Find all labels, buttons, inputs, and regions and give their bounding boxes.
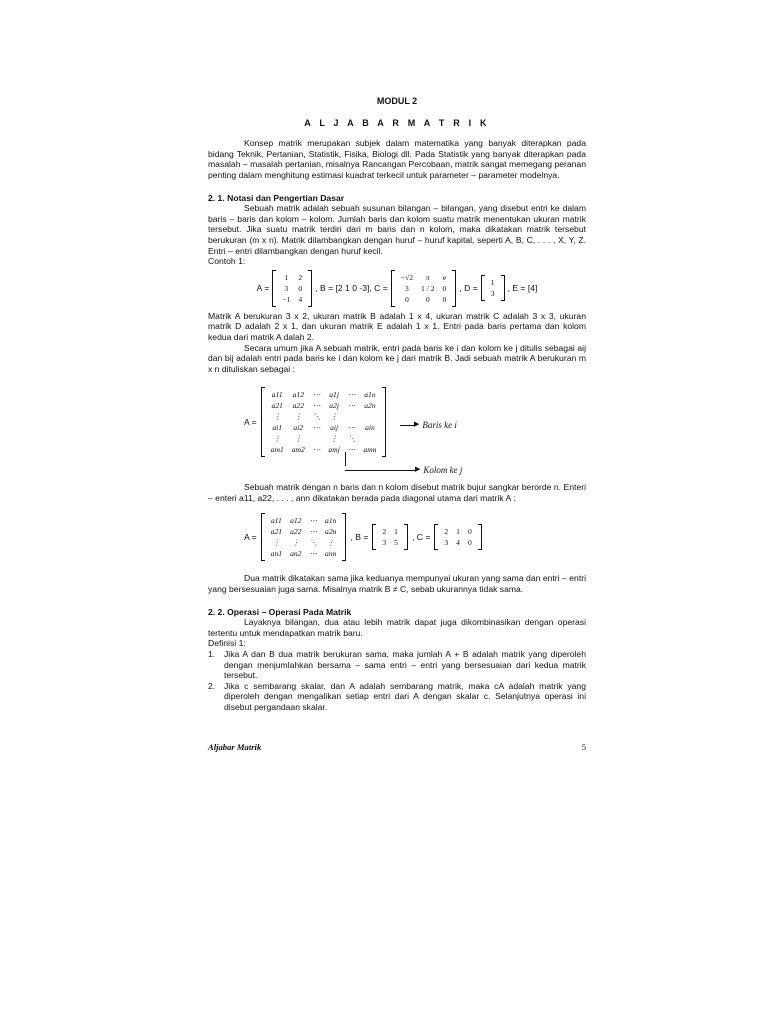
matrix-entry: a22 — [290, 527, 302, 537]
matrix-entry: 0 — [467, 538, 472, 548]
matrix-entry: ⋯ — [347, 423, 356, 433]
matrix-entry: aij — [330, 423, 339, 433]
matrix-C2 — [434, 524, 481, 550]
matrix-entry: ⋯ — [312, 390, 321, 400]
matrix-entry: −1 — [282, 294, 291, 304]
matrix-entry: a22 — [292, 401, 304, 411]
matrix-entry: am2 — [291, 445, 305, 455]
matrix-entry: a21 — [270, 527, 283, 537]
matrix-entry: ⋮ — [291, 538, 300, 548]
matrix-entry: 2 — [444, 527, 449, 537]
matrix-label: , D = — [459, 282, 478, 293]
arrow-head-icon: ▶ — [414, 421, 420, 429]
matrix-entry: ⋮ — [294, 412, 303, 422]
row-note: Baris ke i — [422, 420, 457, 431]
matrix-entry: ⋯ — [309, 516, 318, 526]
matrix-entry: ⋮ — [273, 434, 281, 444]
matrix-entry: an1 — [270, 549, 283, 559]
matrix-entry: am1 — [270, 445, 284, 455]
paragraph: Secara umum jika A sebuah matrik, entri pada baris ke i dan kolom ke j ditulis sebagai aij dan bij adalah entri pada baris ke i dan kolom ke j dari matrik B. Jadi sebuah matrik A berukuran m x n dituliskan sebagai : — [208, 342, 586, 374]
matrix-label: A = — [256, 282, 270, 293]
column-annotation — [345, 465, 462, 476]
matrix-entry: 0 — [442, 294, 447, 304]
page-title: A L J A B A R M A T R I K — [304, 117, 490, 128]
matrix-entry: a21 — [271, 401, 283, 411]
paragraph: Matrik A berukuran 3 x 2, ukuran matrik B adalah 1 x 4, ukuran matrik C adalah 3 x 3, ukuran matrik D adalah 2 x 1, dan ukuran matrik E adalah 1 x 1. Entri pada baris pertama dan kolom kedua dari matrik A dalah 2. — [208, 310, 586, 342]
matrix-entry: a2n — [325, 527, 337, 537]
matrix-entry: ⋯ — [312, 401, 321, 411]
matrix-entry: 3 — [382, 538, 387, 548]
matrix-entry: amj — [328, 445, 340, 455]
matrix-entry: a12 — [290, 516, 302, 526]
matrix-label: A = — [244, 532, 257, 543]
paragraph: Sebuah matrik adalah sebuah susunan bilangan – bilangan, yang disebut entri ke dalam baris – baris dan kolom – kolom. Jumlah baris dan kolom suatu matrik menentukan ukuran matrik tersebut. Jika suatu matrik terdiri dari m baris dan n kolom, maka dikatakan matrik tersebut berukuran (m x n). Matrik dilambangkan dengan huruf – huruf kapital, seperti A, B, C, . . . , X, Y, Z. Entri – entri dilambangkan dengan huruf kecil. — [208, 203, 586, 256]
matrix-entry: ⋯ — [347, 401, 356, 411]
matrix-entry: 2 — [382, 527, 387, 537]
matrix-entry: a1j — [329, 390, 339, 400]
matrix-entry: ⋯ — [312, 445, 321, 455]
matrix-entry: ⋮ — [326, 538, 335, 548]
matrix-label: , C = — [411, 532, 431, 543]
matrix-entry: e — [442, 272, 447, 282]
matrix-entry: ⋮ — [272, 538, 281, 548]
matrix-entry — [344, 411, 360, 422]
matrix-B-text: , B = [2 1 0 -3], C = — [315, 282, 388, 293]
matrix-entry: a11 — [270, 516, 282, 526]
matrix-entry: 1 — [456, 527, 460, 537]
arrow-head-icon: ▶ — [415, 466, 421, 474]
matrix-entry: ⋮ — [330, 412, 338, 422]
matrix-entry: 3 — [284, 283, 289, 293]
intro-paragraph: Konsep matrik merupakan subjek dalam matematika yang banyak diterapkan pada bidang Teknik, Pertanian, Statistik, Fisika, Biologi dll. Pada Statistik yang banyak diterapkan pada masalah – masalah pertanian, misalnya Rancangan Percobaan, matrik sangat memegang peranan penting dalam menghitung estimasi kuadrat terkecil untuk parameter – parameter modelnya. — [208, 138, 586, 180]
square-matrix-A — [261, 513, 347, 561]
matrix-entry — [359, 411, 380, 422]
arrow-line — [345, 452, 346, 466]
matrix-D — [481, 275, 505, 301]
matrix-entry: 4 — [456, 538, 460, 548]
module-label: MODUL 2 — [376, 96, 418, 106]
square-matrix-B — [372, 524, 408, 550]
matrix-entry: an2 — [290, 549, 302, 559]
matrix-A — [272, 270, 312, 307]
matrix-entry: ⋮ — [330, 434, 338, 444]
matrix-entry: 1 / 2 — [421, 283, 435, 293]
matrix-label: , B = — [350, 532, 369, 543]
matrix-entry: ai2 — [293, 423, 304, 433]
matrix-entry: ⋯ — [347, 445, 356, 455]
matrix-entry: ann — [325, 549, 337, 559]
matrix-entry: ⋮ — [273, 412, 281, 422]
list-item: 2. Jika c sembarang skalar, dan A adalah sembarang matrik, maka cA adalah matrik yang diperoleh dengan mengalikan setiap entri dari A dengan skalar c. Selanjutnya operasi ini disebut pergandaan skalar. — [208, 680, 586, 712]
matrix-entry: −√2 — [400, 272, 414, 282]
matrix-entry: ⋱ — [312, 412, 321, 422]
column-note: Kolom ke j — [423, 465, 463, 476]
example-matrices — [208, 270, 586, 307]
matrix-entry: π — [425, 272, 430, 282]
matrix-entry: 0 — [405, 294, 409, 304]
matrix-entry: 5 — [394, 538, 398, 548]
matrix-entry: ain — [365, 423, 375, 433]
matrix-entry: 0 — [425, 294, 430, 304]
matrix-entry: ⋯ — [312, 423, 321, 433]
matrix-entry: ⋯ — [347, 390, 356, 400]
matrix-entry: ⋮ — [294, 434, 303, 444]
matrix-entry: 3 — [490, 289, 495, 299]
matrix-entry: a2j — [329, 401, 339, 411]
matrix-entry: 4 — [298, 294, 303, 304]
matrix-entry: 0 — [467, 527, 472, 537]
matrix-C — [391, 270, 457, 307]
matrix-entry: 2 — [298, 272, 303, 282]
matrix-entry — [309, 433, 325, 444]
matrix-entry: ai1 — [272, 423, 283, 433]
footer-title: Aljabar Matrik — [208, 742, 262, 752]
matrix-label: A = — [244, 416, 257, 427]
matrix-E-text: , E = [4] — [507, 282, 538, 293]
matrix-entry: a12 — [292, 390, 304, 400]
list-item: 1. Jika A dan B dua matrik berukuran sama, maka jumlah A + B adalah matrik yang diperoleh dengan menjumlahkan bersama – sama entri – entri yang bersesuaian dari kedua matrik tersebut. — [208, 649, 586, 681]
matrix-entry: 3 — [444, 538, 449, 548]
row-annotation — [400, 420, 457, 431]
matrix-entry: 0 — [442, 283, 447, 293]
arrow-line — [345, 470, 415, 471]
matrix-entry: ⋱ — [347, 434, 356, 444]
matrix-entry: ⋯ — [309, 527, 318, 537]
matrix-entry: ⋱ — [309, 538, 318, 548]
section-heading-1: 2. 1. Notasi dan Pengertian Dasar — [208, 192, 345, 203]
square-matrices — [244, 513, 586, 561]
page-number: 5 — [581, 742, 586, 752]
paragraph: Sebuah matrik dengan n baris dan n kolom disebut matrik bujur sangkar berorde n. Enteri – enteri a11, a22, . . . , ann dikatakan berada pada diagonal utama dari matrik A : — [208, 482, 586, 503]
definition-label: Definisi 1: — [208, 638, 246, 649]
matrix-entry: amn — [363, 445, 377, 455]
matrix-entry — [359, 433, 380, 444]
matrix-entry: a1n — [325, 516, 337, 526]
matrix-entry: a2n — [364, 401, 376, 411]
document-body — [208, 96, 586, 713]
arrow-line — [400, 425, 414, 426]
paragraph: Dua matrik dikatakan sama jika keduanya mempunyai ukuran yang sama dan entri – entri yang bersesuaian juga sama. Misalnya matrik B ≠ C, sebab ukurannya tidak sama. — [208, 573, 586, 595]
general-matrix — [261, 387, 387, 457]
page-footer — [208, 742, 586, 752]
matrix-entry: a11 — [271, 390, 283, 400]
general-matrix-figure — [208, 382, 586, 482]
matrix-entry: a1n — [364, 390, 376, 400]
matrix-entry: 1 — [394, 527, 398, 537]
matrix-entry: ⋯ — [309, 549, 318, 559]
example-label: Contoh 1: — [208, 256, 246, 267]
matrix-entry: 1 — [490, 278, 495, 288]
matrix-entry: 3 — [405, 283, 409, 293]
matrix-entry: 0 — [298, 283, 303, 293]
section-heading-2: 2. 2. Operasi – Operasi Pada Matrik — [208, 606, 352, 617]
paragraph: Layaknya bilangan, dua atau lebih matrik dapat juga dikombinasikan dengan operasi tertentu untuk mendapatkan matrik baru. — [208, 617, 586, 638]
matrix-entry: 1 — [284, 272, 289, 282]
